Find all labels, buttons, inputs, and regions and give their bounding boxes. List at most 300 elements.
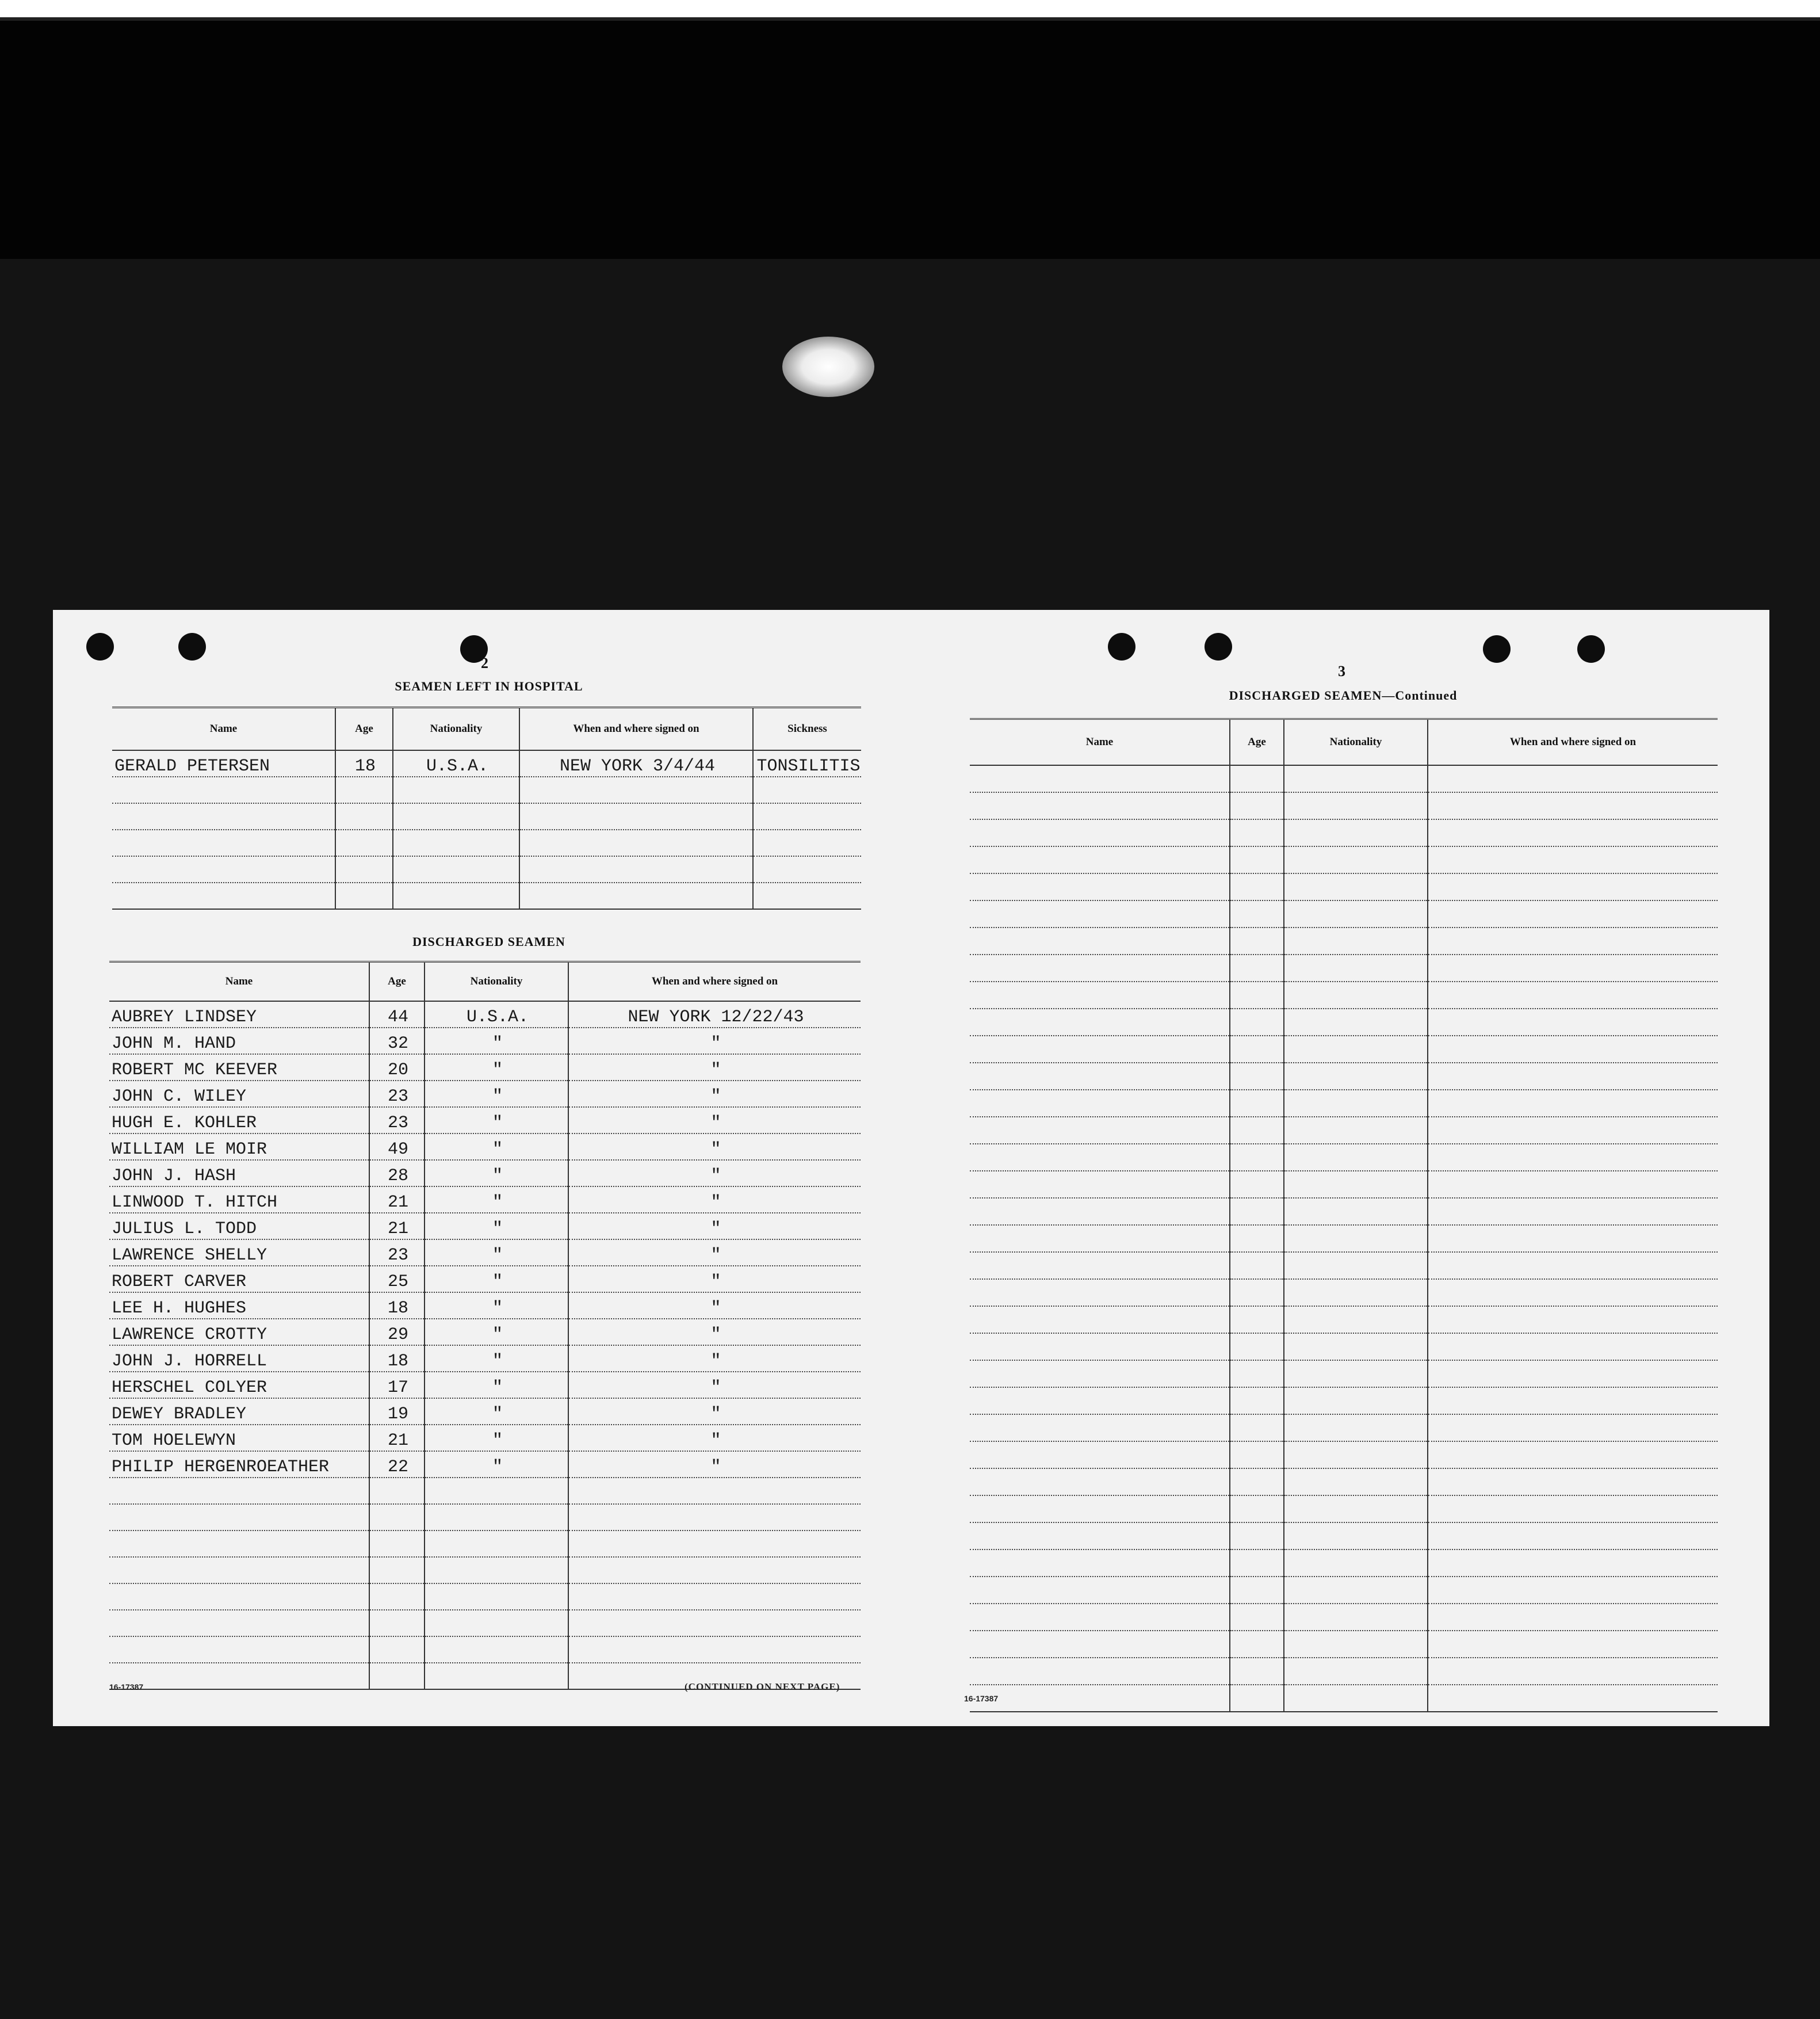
table-row [970, 1387, 1718, 1414]
table-cell [1284, 900, 1428, 928]
table-cell: DEWEY BRADLEY [109, 1398, 369, 1425]
table-cell [1230, 1198, 1284, 1225]
table-cell [1230, 1225, 1284, 1252]
table-cell [109, 1636, 369, 1663]
table-row [109, 1266, 861, 1292]
table-cell: " [568, 1345, 861, 1372]
table-cell [519, 856, 753, 883]
table-row [112, 830, 861, 856]
table-cell [970, 1549, 1230, 1577]
table-cell [1230, 1063, 1284, 1090]
table-cell [1428, 1117, 1718, 1144]
table-cell [1284, 1225, 1428, 1252]
table-cell [568, 1504, 861, 1531]
table-cell [1230, 1522, 1284, 1549]
table-row [970, 1604, 1718, 1631]
table-cell [1428, 1333, 1718, 1360]
table-cell: 20 [369, 1054, 425, 1081]
table-cell: NEW YORK 3/4/44 [519, 750, 753, 777]
continued-footer: (CONTINUED ON NEXT PAGE) [685, 1681, 840, 1692]
table-row [109, 1028, 861, 1054]
table-cell: 17 [369, 1372, 425, 1398]
table-row [970, 1577, 1718, 1604]
table-row [970, 1685, 1718, 1712]
table-row [109, 1133, 861, 1160]
table-cell: 21 [369, 1186, 425, 1213]
table-cell [1230, 1333, 1284, 1360]
table-row [109, 1001, 861, 1028]
discharged-continued-table [970, 718, 1718, 1712]
binder-hole [1577, 635, 1605, 663]
table-cell: " [568, 1054, 861, 1081]
table-cell [1284, 1117, 1428, 1144]
table-cell: " [568, 1133, 861, 1160]
table-cell [753, 883, 861, 909]
table-cell [1428, 1144, 1718, 1171]
table-cell [1230, 1495, 1284, 1522]
table-row [970, 982, 1718, 1009]
table-cell: " [568, 1372, 861, 1398]
table-row [109, 1081, 861, 1107]
table-cell [1428, 1063, 1718, 1090]
form-number-left: 16-17387 [109, 1682, 144, 1692]
col-nationality-header: Nationality [393, 708, 519, 751]
table-row [970, 1333, 1718, 1360]
table-row [970, 1036, 1718, 1063]
col-signed-on-header: When and where signed on [1428, 719, 1718, 766]
table-row [112, 750, 861, 777]
col-age-header: Age [369, 962, 425, 1002]
table-row [109, 1451, 861, 1478]
table-cell [109, 1504, 369, 1531]
table-cell [970, 982, 1230, 1009]
col-name-header: Name [112, 708, 335, 751]
table-cell [970, 1036, 1230, 1063]
col-nationality-header: Nationality [1284, 719, 1428, 766]
table-cell [109, 1531, 369, 1557]
table-cell [1230, 1117, 1284, 1144]
table-cell: NEW YORK 12/22/43 [568, 1001, 861, 1028]
table-cell [1230, 1036, 1284, 1063]
table-cell [568, 1531, 861, 1557]
table-cell [335, 883, 393, 909]
form-number-right: 16-17387 [964, 1694, 999, 1703]
table-cell [1428, 1036, 1718, 1063]
table-cell [970, 1441, 1230, 1468]
table-cell [1428, 1631, 1718, 1658]
table-cell [1428, 900, 1718, 928]
table-cell: JULIUS L. TODD [109, 1213, 369, 1239]
col-age-header: Age [1230, 719, 1284, 766]
table-cell [1230, 1414, 1284, 1441]
hospital-section-title: SEAMEN LEFT IN HOSPITAL [395, 679, 583, 693]
col-signed-on-header: When and where signed on [568, 962, 861, 1002]
table-row [970, 1522, 1718, 1549]
table-row [109, 1107, 861, 1133]
table-cell: 22 [369, 1451, 425, 1478]
table-cell [1284, 1306, 1428, 1333]
table-cell: JOHN J. HASH [109, 1160, 369, 1186]
table-cell: " [568, 1425, 861, 1451]
table-cell [369, 1636, 425, 1663]
table-row [970, 1306, 1718, 1333]
table-cell [1284, 1279, 1428, 1306]
table-cell: 21 [369, 1425, 425, 1451]
table-cell [1230, 982, 1284, 1009]
table-cell [1428, 1225, 1718, 1252]
table-cell [1230, 1090, 1284, 1117]
binder-hole [178, 633, 206, 661]
table-row [112, 883, 861, 909]
table-cell: " [425, 1451, 568, 1478]
table-cell: 18 [369, 1345, 425, 1372]
table-cell [1428, 1171, 1718, 1198]
table-cell [1230, 1631, 1284, 1658]
film-top-edge [0, 0, 1820, 21]
table-row [970, 819, 1718, 846]
table-cell [970, 1063, 1230, 1090]
table-cell: LAWRENCE SHELLY [109, 1239, 369, 1266]
table-cell: HUGH E. KOHLER [109, 1107, 369, 1133]
table-cell [1230, 955, 1284, 982]
table-cell [1428, 1090, 1718, 1117]
table-cell [1284, 873, 1428, 900]
table-cell: " [425, 1239, 568, 1266]
table-cell: 23 [369, 1239, 425, 1266]
table-cell [970, 1117, 1230, 1144]
table-cell: " [568, 1319, 861, 1345]
table-cell [369, 1504, 425, 1531]
table-cell [1284, 1036, 1428, 1063]
table-row [970, 1631, 1718, 1658]
table-cell: U.S.A. [425, 1001, 568, 1028]
col-nationality-header: Nationality [425, 962, 568, 1002]
table-row [109, 1557, 861, 1583]
table-cell [1284, 1171, 1428, 1198]
table-cell [1230, 928, 1284, 955]
table-row [970, 765, 1718, 792]
table-cell [1230, 1306, 1284, 1333]
table-cell: " [568, 1081, 861, 1107]
table-cell [393, 803, 519, 830]
table-row [970, 1117, 1718, 1144]
col-name-header: Name [970, 719, 1230, 766]
table-row [109, 1345, 861, 1372]
table-cell [1230, 873, 1284, 900]
table-row [970, 1252, 1718, 1279]
table-cell: 18 [335, 750, 393, 777]
table-cell [369, 1531, 425, 1557]
table-cell [970, 1577, 1230, 1604]
table-cell [1284, 1252, 1428, 1279]
table-row [109, 1160, 861, 1186]
table-cell [335, 777, 393, 803]
table-cell [1284, 1360, 1428, 1387]
col-signed-on-header: When and where signed on [519, 708, 753, 751]
col-sickness-header: Sickness [753, 708, 861, 751]
table-cell [970, 1522, 1230, 1549]
table-cell [970, 765, 1230, 792]
table-cell: " [425, 1292, 568, 1319]
table-cell: ROBERT CARVER [109, 1266, 369, 1292]
table-cell [1230, 1279, 1284, 1306]
table-cell [1230, 1252, 1284, 1279]
table-cell: " [568, 1028, 861, 1054]
discharged-header-row [109, 962, 861, 1002]
film-blemish [782, 337, 874, 397]
table-row [112, 856, 861, 883]
table-cell: 19 [369, 1398, 425, 1425]
table-cell [369, 1663, 425, 1689]
table-cell [1230, 1441, 1284, 1468]
table-cell [519, 777, 753, 803]
table-row [970, 1225, 1718, 1252]
table-cell [1230, 792, 1284, 819]
table-cell [1284, 1441, 1428, 1468]
table-cell: " [425, 1054, 568, 1081]
table-cell [1284, 765, 1428, 792]
table-cell [1428, 1252, 1718, 1279]
table-cell [1428, 792, 1718, 819]
table-cell [1428, 846, 1718, 873]
table-cell [970, 873, 1230, 900]
table-cell [1428, 1468, 1718, 1495]
table-cell [1284, 1414, 1428, 1441]
table-cell: " [425, 1081, 568, 1107]
table-row [970, 1441, 1718, 1468]
table-cell [1428, 1549, 1718, 1577]
table-cell [425, 1636, 568, 1663]
table-cell [970, 792, 1230, 819]
table-cell [393, 830, 519, 856]
table-cell [1230, 1604, 1284, 1631]
table-row [970, 873, 1718, 900]
table-cell: " [425, 1028, 568, 1054]
table-cell [425, 1531, 568, 1557]
table-row [970, 1468, 1718, 1495]
table-cell: PHILIP HERGENROEATHER [109, 1451, 369, 1478]
table-row [970, 792, 1718, 819]
table-cell [112, 777, 335, 803]
binder-hole [1483, 635, 1511, 663]
table-cell: LEE H. HUGHES [109, 1292, 369, 1319]
table-cell [568, 1610, 861, 1636]
table-cell [393, 856, 519, 883]
table-row [109, 1478, 861, 1504]
table-cell [1284, 1063, 1428, 1090]
table-row [109, 1425, 861, 1451]
table-cell [1284, 1604, 1428, 1631]
table-cell: 49 [369, 1133, 425, 1160]
table-row [970, 1279, 1718, 1306]
table-cell [1230, 1009, 1284, 1036]
table-cell [1284, 1468, 1428, 1495]
table-cell [970, 1387, 1230, 1414]
continued-header-row [970, 719, 1718, 766]
table-cell: 23 [369, 1081, 425, 1107]
table-cell: " [568, 1213, 861, 1239]
table-cell: " [425, 1107, 568, 1133]
table-cell [1428, 1522, 1718, 1549]
table-cell: 25 [369, 1266, 425, 1292]
table-cell [1428, 765, 1718, 792]
table-cell [1230, 1658, 1284, 1685]
table-cell: 44 [369, 1001, 425, 1028]
table-row [970, 1171, 1718, 1198]
table-cell [1428, 1685, 1718, 1712]
table-cell: " [425, 1319, 568, 1345]
table-cell [1284, 1658, 1428, 1685]
table-cell [970, 1225, 1230, 1252]
table-cell: LINWOOD T. HITCH [109, 1186, 369, 1213]
table-cell [753, 830, 861, 856]
table-cell: " [568, 1239, 861, 1266]
table-cell [369, 1557, 425, 1583]
table-cell: WILLIAM LE MOIR [109, 1133, 369, 1160]
col-age-header: Age [335, 708, 393, 751]
table-cell [425, 1557, 568, 1583]
table-row [970, 846, 1718, 873]
table-cell [753, 803, 861, 830]
table-cell [970, 1414, 1230, 1441]
table-row [970, 1198, 1718, 1225]
table-cell [1230, 1144, 1284, 1171]
table-cell [1428, 1198, 1718, 1225]
table-cell: 23 [369, 1107, 425, 1133]
table-cell: " [425, 1398, 568, 1425]
table-row [970, 955, 1718, 982]
table-row [970, 1144, 1718, 1171]
table-cell: " [568, 1186, 861, 1213]
discharged-section-title: DISCHARGED SEAMEN [412, 934, 565, 949]
table-cell [1284, 1685, 1428, 1712]
binder-hole [86, 633, 114, 661]
table-cell: " [568, 1107, 861, 1133]
table-row [109, 1319, 861, 1345]
table-cell [1428, 1414, 1718, 1441]
table-row [109, 1583, 861, 1610]
page-number-right: 3 [1338, 663, 1345, 680]
hospital-table [112, 707, 861, 910]
table-row [109, 1239, 861, 1266]
table-cell [1230, 1685, 1284, 1712]
table-cell: LAWRENCE CROTTY [109, 1319, 369, 1345]
table-cell [1284, 1549, 1428, 1577]
table-row [109, 1636, 861, 1663]
table-cell [519, 883, 753, 909]
table-row [970, 1063, 1718, 1090]
table-cell [568, 1583, 861, 1610]
hospital-header-row [112, 708, 861, 751]
table-cell [1284, 1631, 1428, 1658]
table-cell [1284, 1144, 1428, 1171]
table-cell [1230, 1577, 1284, 1604]
table-cell [1428, 955, 1718, 982]
table-row [109, 1372, 861, 1398]
table-row [970, 1090, 1718, 1117]
table-cell [425, 1583, 568, 1610]
table-cell [970, 1252, 1230, 1279]
film-dark-band [0, 21, 1820, 259]
table-cell [970, 1198, 1230, 1225]
table-cell [1284, 1387, 1428, 1414]
table-cell [970, 1333, 1230, 1360]
table-cell [112, 830, 335, 856]
table-cell [1428, 1604, 1718, 1631]
table-cell [568, 1636, 861, 1663]
table-cell [109, 1610, 369, 1636]
table-cell [970, 1360, 1230, 1387]
table-cell: " [425, 1345, 568, 1372]
table-cell: U.S.A. [393, 750, 519, 777]
table-cell: JOHN J. HORRELL [109, 1345, 369, 1372]
table-row [970, 1495, 1718, 1522]
table-cell [519, 830, 753, 856]
table-cell [1428, 1360, 1718, 1387]
table-cell [1284, 955, 1428, 982]
table-cell [1284, 819, 1428, 846]
table-cell [335, 830, 393, 856]
binder-hole [1205, 633, 1232, 661]
table-cell [109, 1478, 369, 1504]
table-cell: " [568, 1266, 861, 1292]
table-cell [1428, 982, 1718, 1009]
table-cell: JOHN M. HAND [109, 1028, 369, 1054]
continued-section-title: DISCHARGED SEAMEN—Continued [1229, 688, 1458, 703]
table-cell [970, 1658, 1230, 1685]
table-cell: " [425, 1213, 568, 1239]
binder-hole [1108, 633, 1135, 661]
table-cell [425, 1478, 568, 1504]
table-row [109, 1531, 861, 1557]
table-cell [1284, 1333, 1428, 1360]
table-cell [519, 803, 753, 830]
table-cell [1284, 928, 1428, 955]
table-cell: " [425, 1266, 568, 1292]
table-cell [112, 883, 335, 909]
table-cell [1284, 1495, 1428, 1522]
table-cell [1284, 846, 1428, 873]
table-cell [1428, 1577, 1718, 1604]
table-cell: 28 [369, 1160, 425, 1186]
table-cell [369, 1610, 425, 1636]
table-cell [568, 1557, 861, 1583]
table-cell [1428, 928, 1718, 955]
table-cell [970, 1090, 1230, 1117]
table-cell [369, 1478, 425, 1504]
table-cell [970, 1604, 1230, 1631]
table-cell [1428, 1441, 1718, 1468]
table-cell [970, 1306, 1230, 1333]
table-cell [1230, 765, 1284, 792]
table-row [970, 1009, 1718, 1036]
table-cell [369, 1583, 425, 1610]
table-row [970, 1360, 1718, 1387]
table-cell [1428, 1387, 1718, 1414]
table-cell: " [568, 1451, 861, 1478]
table-row [970, 1549, 1718, 1577]
col-name-header: Name [109, 962, 369, 1002]
table-cell: JOHN C. WILEY [109, 1081, 369, 1107]
table-cell [1230, 900, 1284, 928]
table-cell: 32 [369, 1028, 425, 1054]
table-row [112, 777, 861, 803]
table-cell [970, 1144, 1230, 1171]
table-cell: ROBERT MC KEEVER [109, 1054, 369, 1081]
table-cell: 18 [369, 1292, 425, 1319]
table-cell [1230, 1171, 1284, 1198]
table-cell [335, 856, 393, 883]
